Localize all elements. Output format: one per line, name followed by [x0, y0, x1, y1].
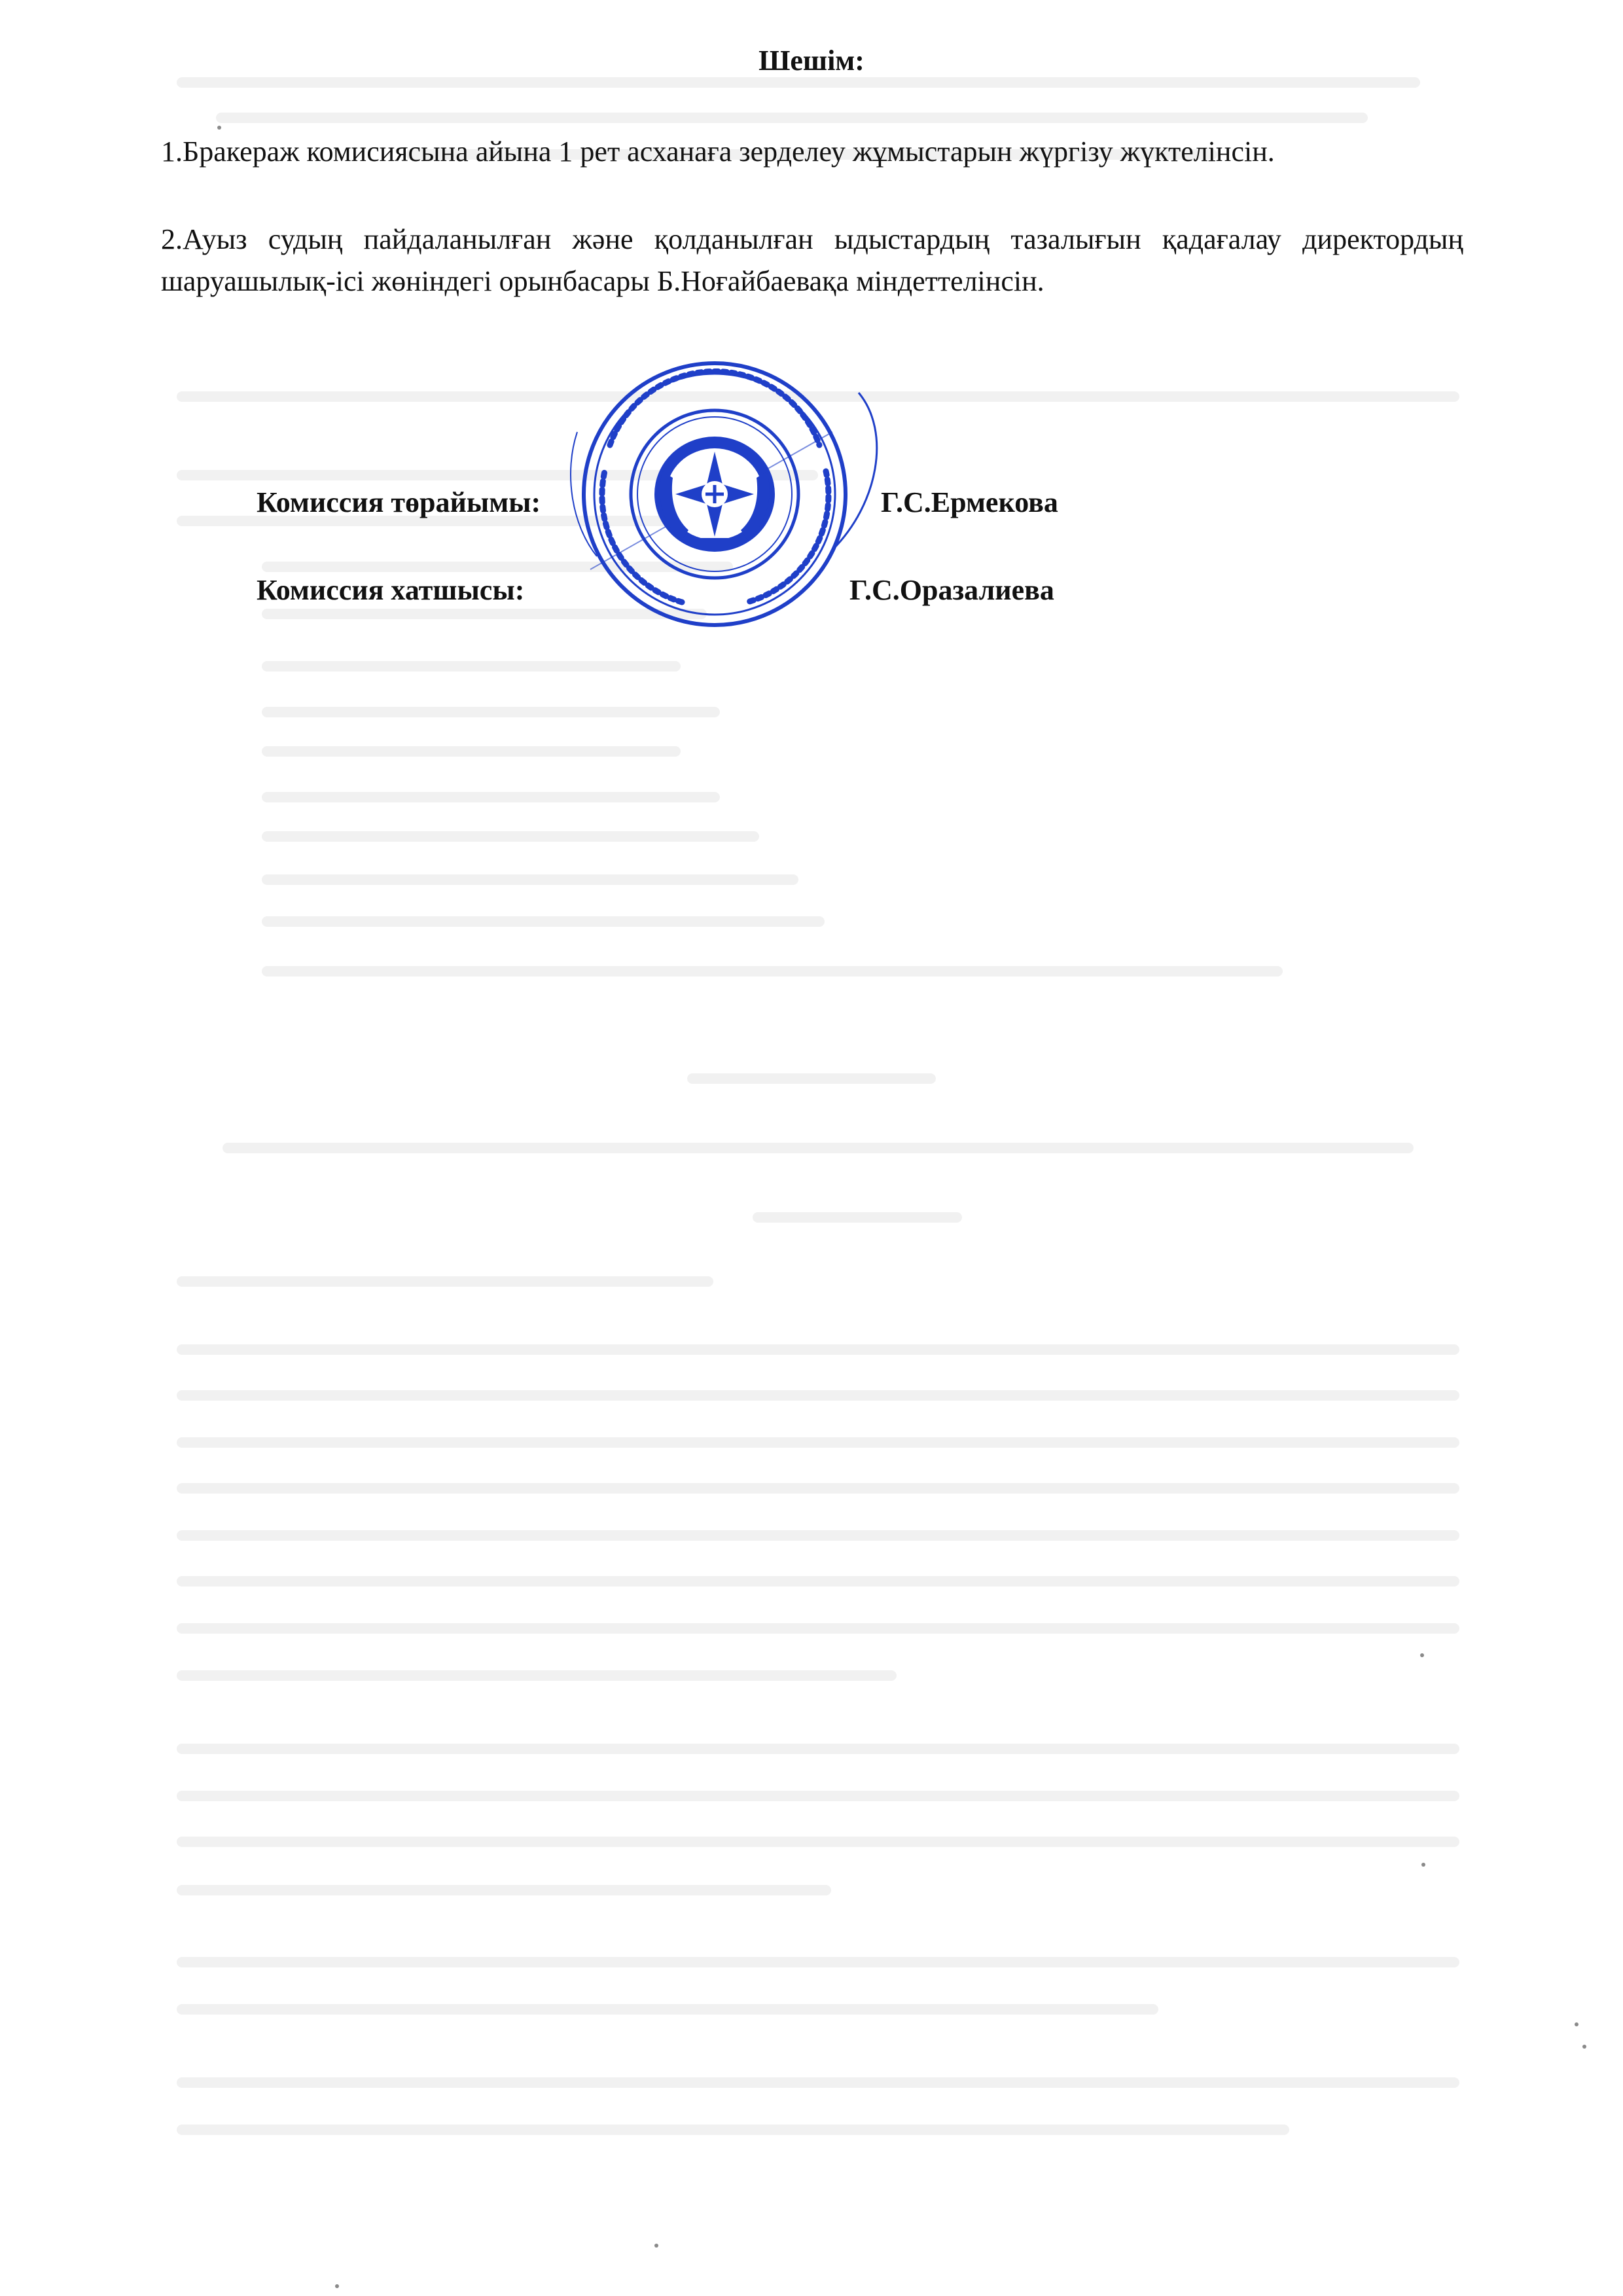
- secretary-role-label: Комиссия хатшысы:: [257, 574, 525, 606]
- scan-speck: [1421, 1863, 1425, 1867]
- scan-speck: [217, 126, 221, 130]
- chair-name: Г.С.Ермекова: [881, 486, 1058, 518]
- scan-speck: [654, 2244, 658, 2248]
- official-seal-stamp: [551, 353, 891, 635]
- decision-item-2: 2.Ауыз судың пайдаланылған және қолданылған ыдыстардың тазалығын қадағалау директордың шаруашылық-ісі жөніндегі орынбасары Б.Ноғайбаевақа міндеттелінсін.: [161, 223, 1463, 297]
- decision-item-1: 1.Бракераж комисиясына айына 1 рет асханаға зерделеу жұмыстарын жүргізу жүктелінсін.: [161, 135, 1275, 168]
- scan-speck: [1582, 2045, 1586, 2049]
- scan-speck: [335, 2284, 339, 2288]
- chair-role-label: Комиссия төрайымы:: [257, 486, 541, 518]
- scan-speck: [1420, 1653, 1424, 1657]
- scan-speck: [1575, 2022, 1578, 2026]
- kazakhstan-emblem-icon: [654, 437, 775, 552]
- secretary-name: Г.С.Оразалиева: [849, 574, 1054, 606]
- decision-heading: Шешім:: [758, 45, 865, 77]
